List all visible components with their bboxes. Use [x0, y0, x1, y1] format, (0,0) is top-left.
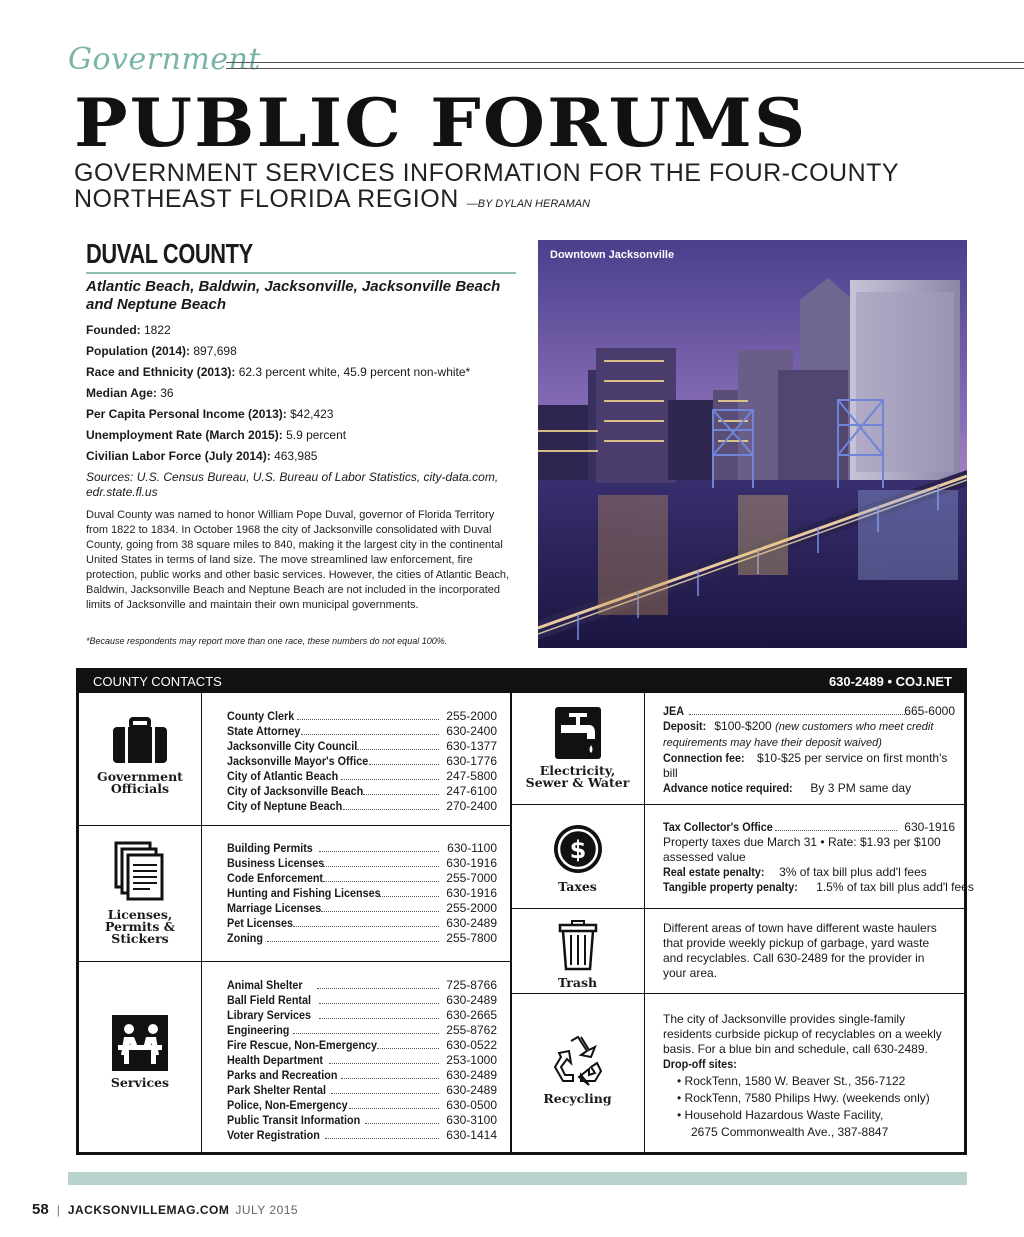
faucet-icon — [555, 707, 601, 759]
contacts-header-phone: 630-2489 • COJ.NET — [828, 674, 952, 689]
trash-can-icon — [558, 919, 598, 971]
list-item: Code Enforcement 255-7000 — [227, 871, 497, 886]
recycling-details: The city of Jacksonville provides single-family residents curbside pickup of recyclables on a weekly basis. For a blue bin and schedule, call 630-2489. Drop-off sites: • RockTenn, 1580 W. Beaver St., 356-7122 • RockTenn, 7580 Philips Hwy. (weekends only) • Household Hazardous Waste Facility, 2675 Commonwealth Ave., 387-8847 — [663, 1012, 953, 1141]
list-item: Voter Registration 630-1414 — [227, 1128, 497, 1143]
trash-cell — [511, 919, 644, 989]
page-subtitle — [74, 160, 934, 217]
county-name: DUVAL COUNTY — [86, 238, 253, 269]
list-item: Library Services 630-2665 — [227, 1008, 497, 1023]
list-item: Park Shelter Rental 630-2489 — [227, 1083, 497, 1098]
list-item: Jacksonville City Council 630-1377 — [227, 739, 497, 754]
svg-text:$: $ — [569, 836, 586, 864]
divider — [644, 693, 645, 1152]
skyline-illustration — [538, 240, 967, 648]
collector-row: Tax Collector's Office 630-1916 — [663, 820, 955, 835]
list-item: Jacksonville Mayor's Office 630-1776 — [227, 754, 497, 769]
recycling-cell — [511, 1033, 644, 1105]
county-body: Duval County was named to honor William Pope Duval, governor of Florida Territory from 1822 to 1834. In October 1968 the city of Jacksonville consolidated with Duval County, going from 38 square miles to 840, making it the largest city in the continental United States in terms of land size. The move streamlined law enforcement, fire protection, public works and other basic services. However, the cities of Atlantic Beach, Baldwin, Jacksonville Beach and Neptune Beach are not included in the incorporated limits of Jacksonville and maintain their own municipal governments. — [86, 509, 510, 611]
recycling-label: Recycling — [543, 1091, 612, 1106]
divider — [79, 825, 511, 826]
county-rule — [86, 272, 516, 274]
list-item: City of Atlantic Beach 247-5800 — [227, 769, 497, 784]
services-label: Services — [110, 1075, 170, 1090]
divider — [511, 993, 964, 994]
trash-label: Trash — [557, 975, 598, 990]
section-rule — [226, 62, 1024, 63]
trash-text: Different areas of town have different waste haulers that provide weekly pickup of garbage, yard waste and recyclables. Call 630-2489 for the provider in your area. — [663, 921, 937, 980]
dollar-coin-icon — [552, 823, 604, 875]
footer-separator: | — [56, 1203, 60, 1217]
footer-site: JACKSONVILLEMAG.COM — [67, 1203, 230, 1217]
fact-founded: Founded: 1822 — [86, 323, 171, 337]
footer-band — [68, 1172, 967, 1185]
list-item: City of Jacksonville Beach 247-6100 — [227, 784, 497, 799]
divider — [201, 693, 202, 1152]
fact-unemployment: Unemployment Rate (March 2015): 5.9 percent — [86, 428, 347, 442]
provider-row: JEA 665-6000 — [663, 704, 955, 719]
list-item: Hunting and Fishing Licenses 630-1916 — [227, 886, 497, 901]
page-footer — [32, 1201, 298, 1218]
county-facts — [86, 320, 516, 467]
recycle-icon — [551, 1033, 605, 1087]
county-contacts-box — [76, 668, 974, 1155]
licenses-label: Licenses, — [107, 907, 173, 922]
utilities-label: Electricity, — [539, 763, 616, 778]
fact-labor-force: Civilian Labor Force (July 2014): 463,985 — [86, 449, 318, 463]
government-officials-cell: Government Officials — [79, 717, 201, 795]
fact-median-age: Median Age: 36 — [86, 386, 174, 400]
list-item: Animal Shelter 725-8766 — [227, 978, 497, 993]
utilities-details: JEA 665-6000 Deposit: $100-$200 (new customers who meet credit requirements may have their deposit waived) Connection fee: $10-$25 per service on first month's bill Advance notice required: By 3 PM same day — [663, 704, 955, 796]
list-item: Public Transit Information 630-3100 — [227, 1113, 497, 1128]
divider — [511, 804, 964, 805]
footnote: *Because respondents may report more than one race, these numbers do not equal 100%. — [86, 636, 448, 646]
county-heading — [86, 238, 516, 274]
section-label: Government — [68, 42, 261, 77]
county-cities: Atlantic Beach, Baldwin, Jacksonville, Jacksonville Beach and Neptune Beach — [86, 278, 501, 313]
list-item: • RockTenn, 7580 Philips Hwy. (weekends only) — [677, 1091, 930, 1105]
list-item: Zoning 255-7800 — [227, 931, 497, 946]
footer-date: JULY 2015 — [235, 1203, 299, 1217]
government-officials-label: Government — [97, 769, 183, 784]
list-item: Building Permits 630-1100 — [227, 841, 497, 856]
subtitle-line-1: GOVERNMENT SERVICES INFORMATION FOR THE FOUR-COUNTY — [74, 159, 900, 187]
fact-race: Race and Ethnicity (2013): 62.3 percent white, 45.9 percent non-white* — [86, 365, 471, 379]
licenses-list — [227, 841, 497, 946]
list-item: State Attorney 630-2400 — [227, 724, 497, 739]
section-header — [68, 40, 958, 80]
list-item: 2675 Commonwealth Ave., 387-8847 — [691, 1125, 889, 1139]
taxes-cell — [511, 823, 644, 893]
utilities-cell: Electricity, Sewer & Water — [511, 707, 644, 789]
list-item: Business Licenses 630-1916 — [227, 856, 497, 871]
licenses-cell: Licenses, Permits & Stickers — [79, 841, 201, 945]
fact-income: Per Capita Personal Income (2013): $42,423 — [86, 407, 334, 421]
page-title: PUBLIC FORUMS — [74, 84, 808, 162]
subtitle-line-2: NORTHEAST FLORIDA REGION — [74, 185, 459, 213]
briefcase-icon — [111, 717, 169, 765]
contacts-header — [79, 671, 964, 693]
list-item: Pet Licenses 630-2489 — [227, 916, 497, 931]
list-item: Health Department 253-1000 — [227, 1053, 497, 1068]
list-item: Police, Non-Emergency 630-0500 — [227, 1098, 497, 1113]
list-item: City of Neptune Beach 270-2400 — [227, 799, 497, 814]
drop-off-sites — [677, 1073, 953, 1141]
divider — [511, 908, 964, 909]
list-item: Fire Rescue, Non-Emergency 630-0522 — [227, 1038, 497, 1053]
services-cell — [79, 1015, 201, 1089]
byline: —BY DYLAN HERAMAN — [466, 198, 591, 210]
contacts-header-title: COUNTY CONTACTS — [93, 674, 222, 689]
fact-population: Population (2014): 897,698 — [86, 344, 237, 358]
list-item: Engineering 255-8762 — [227, 1023, 497, 1038]
documents-icon — [114, 841, 166, 903]
divider — [79, 961, 511, 962]
service-desk-icon — [112, 1015, 168, 1071]
list-item: Ball Field Rental 630-2489 — [227, 993, 497, 1008]
services-list — [227, 978, 497, 1143]
taxes-details: Tax Collector's Office 630-1916 Property taxes due March 31 • Rate: $1.93 per $100 assessed value Real estate penalty: 3% of tax bill plus add'l fees Tangible property penalty: 1.5% of tax bill plus add'l fees — [663, 820, 955, 895]
taxes-label: Taxes — [558, 879, 597, 894]
list-item: Marriage Licenses 255-2000 — [227, 901, 497, 916]
downtown-photo — [538, 240, 967, 648]
list-item: • RockTenn, 1580 W. Beaver St., 356-7122 — [677, 1074, 906, 1088]
photo-caption: Downtown Jacksonville — [550, 249, 675, 261]
section-rule — [226, 68, 1024, 69]
page-number: 58 — [32, 1201, 49, 1218]
list-item: Parks and Recreation 630-2489 — [227, 1068, 497, 1083]
sources: Sources: U.S. Census Bureau, U.S. Bureau of Labor Statistics, city-data.com, edr.state.fl.us — [86, 470, 499, 499]
government-officials-list — [227, 709, 497, 814]
list-item: • Household Hazardous Waste Facility, — [677, 1108, 884, 1122]
list-item: County Clerk 255-2000 — [227, 709, 497, 724]
